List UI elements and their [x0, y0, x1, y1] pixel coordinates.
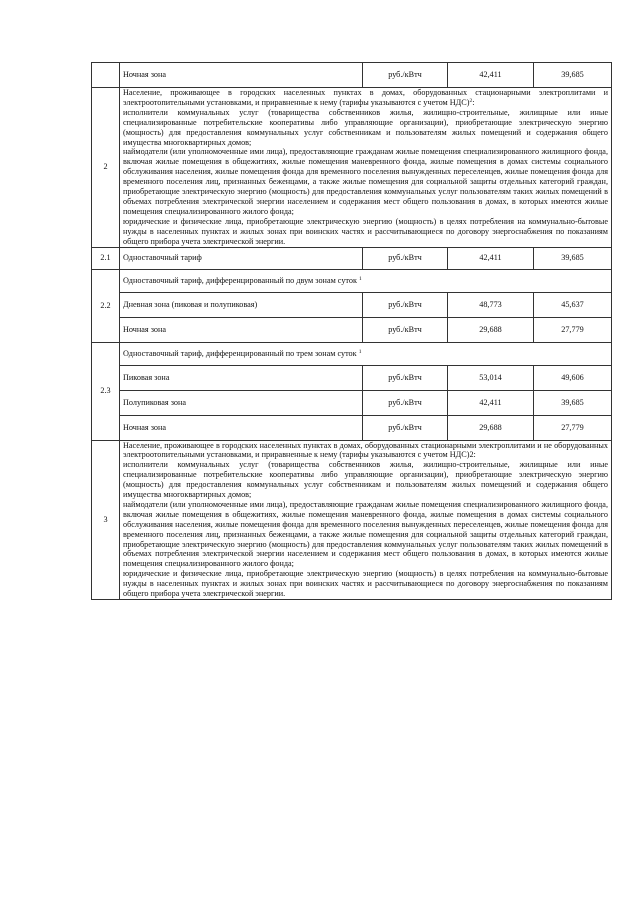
row-number: 2.1: [92, 247, 120, 269]
unit-cell: руб./кВтч: [363, 292, 448, 317]
section-2-intro: Население, проживающее в городских населенных пунктах в домах, оборудованных стационарными электроплитами и электроотопительными установками, и приравненные к нему (тарифы указываются с учетом НДС)$^2$:: [123, 88, 608, 107]
table-row-peak-zone: [92, 365, 612, 390]
tariff-table: [91, 62, 612, 600]
section-3-text: [120, 440, 612, 600]
table-row-night-zone: [92, 317, 612, 342]
row-label: Ночная зона: [120, 415, 363, 440]
section-2-text: [120, 88, 612, 248]
value-cell-1: 29,688: [448, 415, 534, 440]
table-row-half-peak-zone: [92, 390, 612, 415]
section-2-paragraph-3: юридические и физические лица, приобретающие электрическую энергию (мощность) в целях потребления на коммунально-бытовые нужды в населенных пунктах и жилых зонах при воинских частях и рассчитывающиеся по договору энергоснабжения по показаниям общего прибора учета электрической энергии.: [123, 216, 608, 246]
value-cell-1: 42,411: [448, 390, 534, 415]
unit-cell: руб./кВтч: [363, 390, 448, 415]
value-cell-2: 45,637: [534, 292, 612, 317]
row-number: 2.3: [92, 342, 120, 440]
unit-cell: руб./кВтч: [363, 247, 448, 269]
row-label: Пиковая зона: [120, 365, 363, 390]
value-cell-1: 48,773: [448, 292, 534, 317]
section-3-paragraph-2: наймодатели (или уполномоченные ими лица), предоставляющие гражданам жилые помещения специализированного жилищного фонда, включая жилые помещения в общежитиях, жилые помещения маневренного фонда, жилые помещения в домах системы социального обслуживания населения, жилые помещения фонда для временного поселения вынужденных переселенцев, жилые помещения фонда для временного поселения лиц, признанных беженцами, а также жилые помещения для социальной защиты отдельных категорий граждан, приобретающие электрическую энергию (мощность) для предоставления коммунальных услуг пользователям таких жилых помещений в объемах потребления электрической энергии населением и содержания мест общего пользования в домах, в которых имеются жилые помещения специализированного жилого фонда;: [123, 499, 608, 569]
value-cell-1: 42,411: [448, 63, 534, 88]
value-cell-1: 42,411: [448, 247, 534, 269]
table-row-section-3: [92, 440, 612, 600]
value-cell-2: 49,606: [534, 365, 612, 390]
table-row-night-zone: [92, 415, 612, 440]
row-number: 2.2: [92, 269, 120, 342]
row-header: Одноставочный тариф, дифференцированный по двум зонам суток $^1$: [120, 269, 612, 292]
section-number: 3: [92, 440, 120, 600]
row-header: Одноставочный тариф, дифференцированный по трем зонам суток $^1$: [120, 342, 612, 365]
value-cell-2: 39,685: [534, 247, 612, 269]
row-label: Ночная зона: [120, 63, 363, 88]
value-cell-2: 39,685: [534, 390, 612, 415]
value-cell-1: 29,688: [448, 317, 534, 342]
section-3-intro: Население, проживающее в городских населенных пунктах в домах, оборудованных стационарными электроплитами и не оборудованных электроотопительными установками, и приравненные к нему (тарифы указываются с учетом НДС)2:: [123, 440, 608, 460]
section-number: 2: [92, 88, 120, 248]
row-label: Дневная зона (пиковая и полупиковая): [120, 292, 363, 317]
value-cell-2: 27,779: [534, 415, 612, 440]
section-2-paragraph-1: исполнители коммунальных услуг (товарищества собственников жилья, жилищно-строительные, жилищные или иные специализированные потребительские кооперативы либо управляющие организации), приобретающие электрическую энергию (мощность) для предоставления коммунальных услуг собственникам и пользователям жилых помещений и содержания общего имущества многоквартирных домов;: [123, 107, 608, 147]
value-cell-1: 53,014: [448, 365, 534, 390]
table-row-2-3: [92, 342, 612, 365]
table-row-2-1: [92, 247, 612, 269]
table-row-night-zone-top: [92, 63, 612, 88]
num-cell: [92, 63, 120, 88]
value-cell-2: 27,779: [534, 317, 612, 342]
unit-cell: руб./кВтч: [363, 365, 448, 390]
section-3-paragraph-1: исполнители коммунальных услуг (товарищества собственников жилья, жилищно-строительные, жилищные или иные специализированные потребительские кооперативы либо управляющие организации), приобретающие электрическую энергию (мощность) для предоставления коммунальных услуг собственникам и пользователям жилых помещений и содержания общего имущества многоквартирных домов;: [123, 460, 608, 500]
row-label: Ночная зона: [120, 317, 363, 342]
table-row-day-zone: [92, 292, 612, 317]
unit-cell: руб./кВтч: [363, 415, 448, 440]
table-row-section-2: [92, 88, 612, 248]
section-3-paragraph-3: юридические и физические лица, приобретающие электрическую энергию (мощность) в целях потребления на коммунально-бытовые нужды в населенных пунктах и жилых зонах при воинских частях и рассчитывающиеся по договору энергоснабжения по показаниям общего прибора учета электрической энергии.: [123, 569, 608, 599]
table-row-2-2: [92, 269, 612, 292]
section-2-paragraph-2: наймодатели (или уполномоченные ими лица), предоставляющие гражданам жилые помещения специализированного жилищного фонда, включая жилые помещения в общежитиях, жилые помещения маневренного фонда, жилые помещения в домах системы социального обслуживания населения, жилые помещения фонда для временного поселения вынужденных переселенцев, жилые помещения фонда для временного поселения лиц, признанных беженцами, а также жилые помещения для социальной защиты отдельных категорий граждан, приобретающие электрическую энергию (мощность) для предоставления коммунальных услуг пользователям таких жилых помещений в объемах потребления электрической энергии населением и содержания мест общего пользования в домах, в которых имеются жилые помещения специализированного жилого фонда;: [123, 147, 608, 216]
row-label: Одноставочный тариф: [120, 247, 363, 269]
value-cell-2: 39,685: [534, 63, 612, 88]
row-label: Полупиковая зона: [120, 390, 363, 415]
unit-cell: руб./кВтч: [363, 63, 448, 88]
unit-cell: руб./кВтч: [363, 317, 448, 342]
